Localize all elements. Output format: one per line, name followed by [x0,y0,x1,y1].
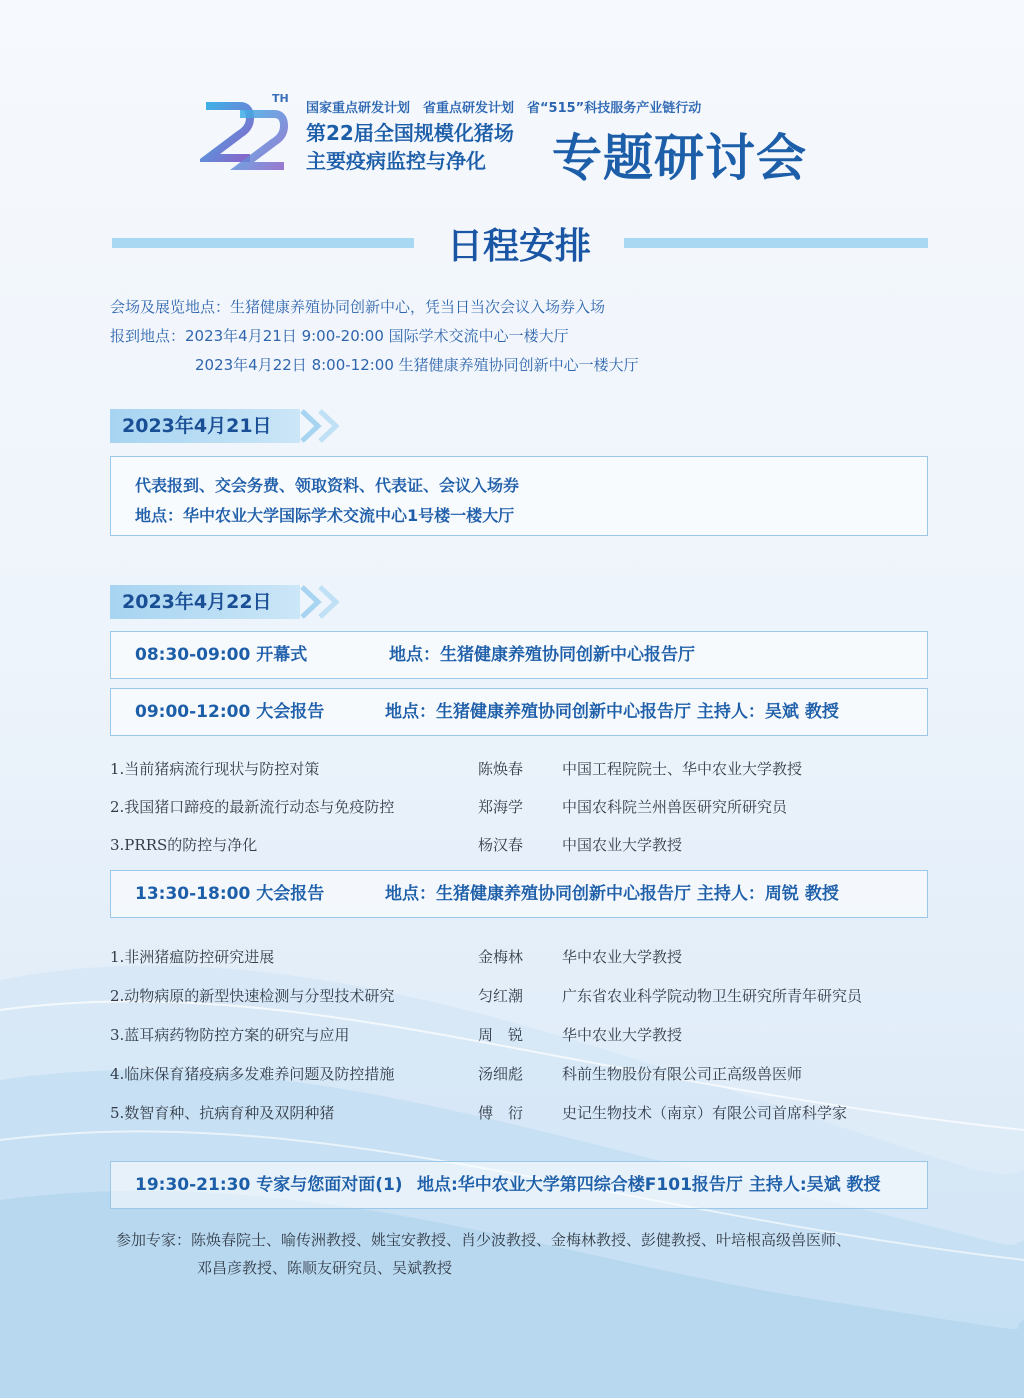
session-evening [110,1161,928,1209]
section-title: 日程安排 [446,226,591,267]
talk-topic: 1.非洲猪瘟防控研究进展 [110,948,275,966]
talk-speaker: 周 锐 [478,1026,524,1044]
talk-topic: 3.蓝耳病药物防控方案的研究与应用 [110,1026,350,1044]
registration-info-2: 2023年4月22日 8:00-12:00 生猪健康养殖协同创新中心一楼大厅 [195,356,639,374]
talk-row [110,1063,928,1087]
talk-speaker: 陈焕春 [478,760,524,778]
venue-info: 会场及展览地点：生猪健康养殖协同创新中心，凭当日当次会议入场券入场 [110,298,606,316]
talk-row [110,758,928,782]
talk-speaker: 郑海学 [478,798,524,816]
date-label: 2023年4月21日 [110,409,300,443]
talk-speaker: 杨汉春 [478,836,524,854]
day1-box [110,456,928,536]
talk-topic: 4.临床保育猪疫病多发难养问题及防控措施 [110,1065,395,1083]
talk-row [110,834,928,858]
title-bar-left [112,238,414,248]
title-main: 专题研讨会 [552,129,807,187]
title-line-2: 主要疫病监控与净化 [306,149,486,173]
talk-speaker: 傅 衍 [478,1104,524,1122]
session-time: 19:30-21:30 专家与您面对面(1) [135,1175,403,1195]
day1-location: 地点：华中农业大学国际学术交流中心1号楼一楼大厅 [135,506,515,525]
date-tab-day2 [110,585,360,619]
talk-topic: 3.PRRS的防控与净化 [110,836,258,854]
talk-speaker: 汤细彪 [478,1065,524,1083]
chevron-right-icon [316,585,346,619]
program-tagline: 国家重点研发计划 省重点研发计划 省“515”科技服务产业链行动 [306,101,702,116]
talk-affiliation: 中国农科院兰州兽医研究所研究员 [562,798,788,816]
session-place: 地点：生猪健康养殖协同创新中心报告厅 主持人：吴斌 教授 [385,702,839,722]
session-time: 08:30-09:00 开幕式 [135,645,308,665]
day1-activity: 代表报到、交会务费、领取资料、代表证、会议入场券 [135,476,520,495]
session-time: 09:00-12:00 大会报告 [135,702,325,722]
registration-info: 报到地点：2023年4月21日 9:00-20:00 国际学术交流中心一楼大厅 [110,327,569,345]
talk-topic: 1.当前猪病流行现状与防控对策 [110,760,320,778]
talk-topic: 5.数智育种、抗病育种及双阴种猪 [110,1104,335,1122]
talk-row [110,1024,928,1048]
talk-affiliation: 华中农业大学教授 [562,948,683,966]
talk-affiliation: 广东省农业科学院动物卫生研究所青年研究员 [562,987,863,1005]
session-place: 地点：生猪健康养殖协同创新中心报告厅 主持人：周锐 教授 [385,884,839,904]
title-bar-right [624,238,928,248]
talk-speaker: 金梅林 [478,948,524,966]
session-afternoon [110,870,928,918]
talk-affiliation: 中国工程院院士、华中农业大学教授 [562,760,803,778]
experts-line-1: 参加专家：陈焕春院士、喻传洲教授、姚宝安教授、肖少波教授、金梅林教授、彭健教授、叶培根高级兽医师、 [116,1231,852,1249]
title-line-1: 第22届全国规模化猪场 [306,121,514,145]
talk-row [110,985,928,1009]
talk-speaker: 匀红潮 [478,987,524,1005]
session-time: 13:30-18:00 大会报告 [135,884,325,904]
talk-topic: 2.我国猪口蹄疫的最新流行动态与免疫防控 [110,798,395,816]
talk-row [110,1102,928,1126]
talk-affiliation: 科前生物股份有限公司正高级兽医师 [562,1065,803,1083]
date-label: 2023年4月22日 [110,585,300,619]
talk-row [110,796,928,820]
experts-line-2: 邓昌彦教授、陈顺友研究员、吴斌教授 [197,1259,453,1277]
chevron-right-icon [316,409,346,443]
session-place: 地点:华中农业大学第四综合楼F101报告厅 主持人:吴斌 教授 [417,1175,881,1195]
talk-row [110,946,928,970]
date-tab-day1 [110,409,360,443]
session-place: 地点：生猪健康养殖协同创新中心报告厅 [389,645,695,665]
22th-logo-icon [200,92,300,180]
talk-affiliation: 史记生物技术（南京）有限公司首席科学家 [562,1104,848,1122]
talk-affiliation: 中国农业大学教授 [562,836,683,854]
talk-affiliation: 华中农业大学教授 [562,1026,683,1044]
talk-topic: 2.动物病原的新型快速检测与分型技术研究 [110,987,395,1005]
session-morning [110,688,928,736]
session-opening [110,631,928,679]
logo-suffix: TH [272,92,289,105]
